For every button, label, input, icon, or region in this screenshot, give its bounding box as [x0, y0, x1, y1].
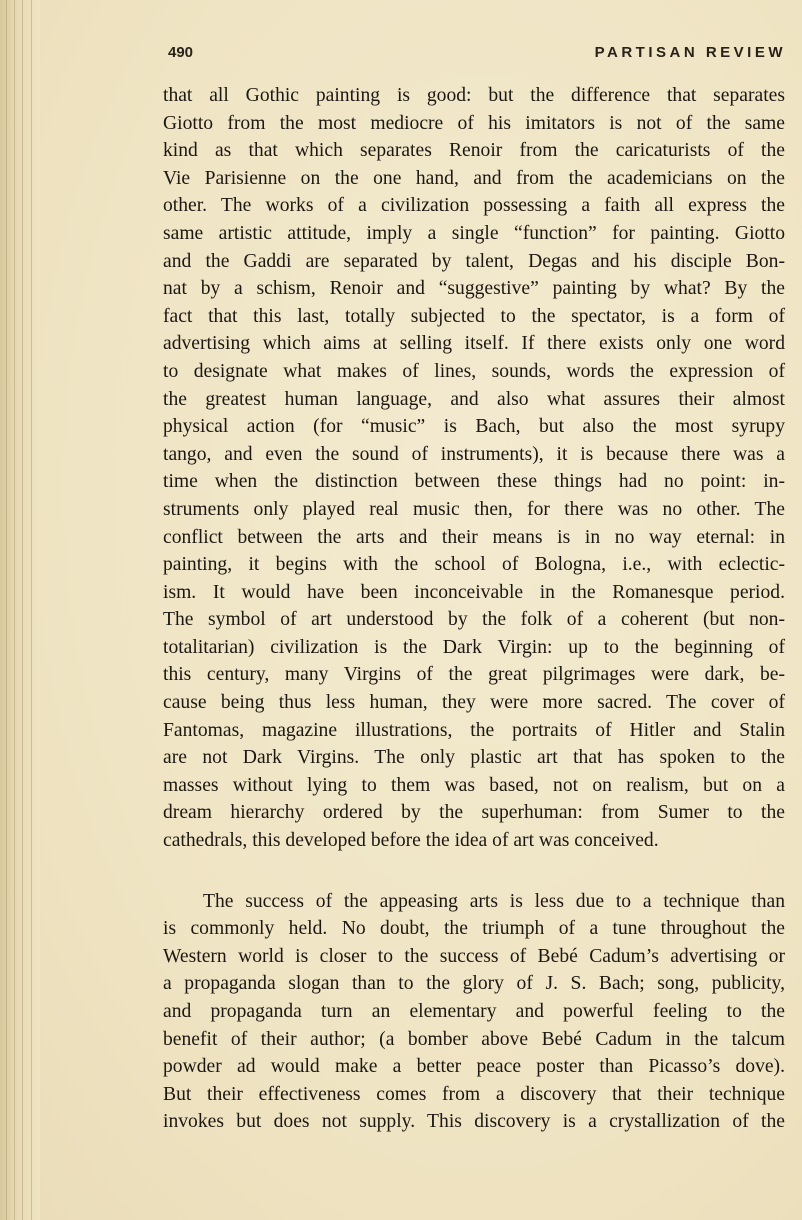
- paragraph-2: [163, 888, 785, 1136]
- page-number: 490: [168, 44, 194, 61]
- text-line: tango, and even the sound of instruments), it is because there was a: [163, 443, 785, 465]
- text-line: totalitarian) civilization is the Dark Virgin: up to the beginning of: [163, 636, 785, 658]
- page-gutter: [0, 0, 40, 1220]
- journal-title: PARTISAN REVIEW: [594, 44, 786, 61]
- running-head: [168, 44, 786, 68]
- text-line: struments only played real music then, for there was no other. The: [163, 498, 785, 520]
- text-line: nat by a schism, Renoir and “suggestive” painting by what? By the: [163, 278, 785, 300]
- gutter-rule: [14, 0, 15, 1220]
- paragraph-break: [163, 855, 785, 888]
- text-line: The success of the appeasing arts is less due to a technique than: [203, 890, 785, 912]
- text-line: cause being thus less human, they were more sacred. The cover of: [163, 692, 785, 714]
- text-line: fact that this last, totally subjected to the spectator, is a form of: [163, 305, 785, 327]
- body-text: [163, 82, 785, 1136]
- text-line: benefit of their author; (a bomber above Bebé Cadum in the talcum: [163, 1028, 785, 1050]
- text-line: dream hierarchy ordered by the superhuman: from Sumer to the: [163, 802, 785, 824]
- text-line: conflict between the arts and their means is in no way eternal: in: [163, 526, 785, 548]
- text-line: are not Dark Virgins. The only plastic art that has spoken to the: [163, 747, 785, 769]
- gutter-rule: [6, 0, 7, 1220]
- text-line: powder ad would make a better peace poster than Picasso’s dove).: [163, 1056, 785, 1078]
- text-line: and propaganda turn an elementary and powerful feeling to the: [163, 1001, 785, 1022]
- text-line: this century, many Virgins of the great pilgrimages were dark, be-: [163, 664, 785, 686]
- text-line: Fantomas, magazine illustrations, the portraits of Hitler and Stalin: [163, 719, 785, 741]
- text-line: same artistic attitude, imply a single “function” for painting. Giotto: [163, 222, 785, 244]
- text-line: advertising which aims at selling itself. If there exists only one word: [163, 333, 785, 355]
- gutter-rule: [31, 0, 32, 1220]
- text-line: the greatest human language, and also what assures their almost: [163, 388, 785, 410]
- text-line: But their effectiveness comes from a discovery that their technique: [163, 1083, 785, 1105]
- text-line: other. The works of a civilization possessing a faith all express the: [163, 195, 785, 217]
- text-line: that all Gothic painting is good: but the difference that separates: [163, 85, 785, 106]
- text-line: kind as that which separates Renoir from the caricaturists of the: [163, 140, 785, 162]
- gutter-rule: [22, 0, 23, 1220]
- text-line: is commonly held. No doubt, the triumph of a tune throughout the: [163, 918, 785, 940]
- text-line: physical action (for “music” is Bach, but also the most syrupy: [163, 416, 785, 438]
- text-line: The symbol of art understood by the folk of a coherent (but non-: [163, 609, 785, 631]
- text-line: cathedrals, this developed before the idea of art was conceived.: [163, 830, 659, 852]
- text-line: a propaganda slogan than to the glory of J. S. Bach; song, publicity,: [163, 973, 785, 995]
- text-line: time when the distinction between these things had no point: in-: [163, 471, 785, 493]
- text-line: masses without lying to them was based, not on realism, but on a: [163, 774, 785, 796]
- text-line: Giotto from the most mediocre of his imitators is not of the same: [163, 112, 785, 134]
- text-line: and the Gaddi are separated by talent, Degas and his disciple Bon-: [163, 250, 785, 272]
- text-line: to designate what makes of lines, sounds, words the expression of: [163, 360, 785, 382]
- text-line: invokes but does not supply. This discovery is a crystallization of the: [163, 1111, 785, 1133]
- text-line: painting, it begins with the school of Bologna, i.e., with eclectic-: [163, 554, 785, 576]
- text-line: Western world is closer to the success of Bebé Cadum’s advertising or: [163, 945, 785, 967]
- text-line: Vie Parisienne on the one hand, and from the academicians on the: [163, 167, 785, 189]
- text-line: ism. It would have been inconceivable in the Romanesque period.: [163, 581, 785, 603]
- paragraph-1: [163, 82, 785, 855]
